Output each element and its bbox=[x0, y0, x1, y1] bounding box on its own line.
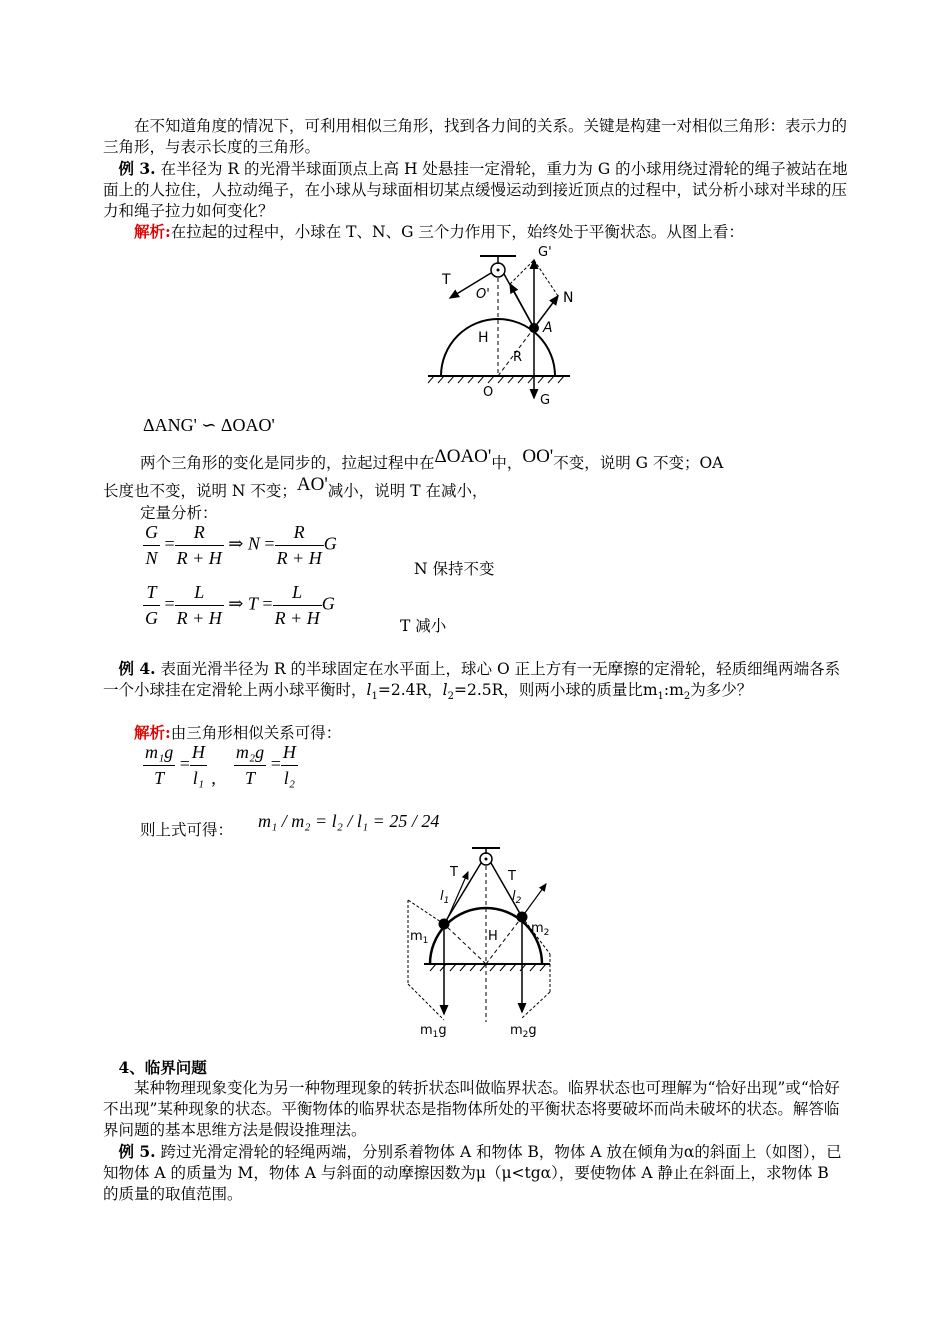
then-label: 则上式可得： bbox=[140, 821, 234, 839]
segment-AO: AO' bbox=[296, 474, 328, 495]
fig2-label-l1: $l_1$ bbox=[440, 889, 450, 906]
sync-text-2: 中， bbox=[491, 454, 523, 472]
fig2-label-T-left: T bbox=[450, 865, 458, 880]
example-4-paragraph: 例 4. 表面光滑半径为 R 的半球固定在水平面上，球心 O 正上方有一无摩擦的定滑轮，轻质细绳两端各系一个小球挂在定滑轮上两小球平衡时，$l_1=2.4R$，$l_2=2.5R$，则两小球的质量比$m_1:m_2$为多少？ bbox=[103, 659, 841, 703]
figure-hemisphere-pulley bbox=[418, 240, 578, 408]
example-4-label: 例 4. bbox=[118, 659, 156, 678]
sync-line-1 bbox=[140, 446, 724, 474]
fig2-label-m2g: $m_2g$ bbox=[510, 1023, 537, 1040]
quant-label: 定量分析： bbox=[140, 504, 218, 522]
figure-two-balls bbox=[400, 842, 560, 1040]
sync-text-1: 两个三角形的变化是同步的，拉起过程中在 bbox=[140, 454, 435, 472]
example-3-label: 例 3. bbox=[118, 159, 156, 178]
fig2-label-m1g: $m_1g$ bbox=[420, 1023, 447, 1040]
fig2-label-H: H bbox=[488, 929, 498, 944]
example-3-text: 在半径为 R 的光滑半球面顶点上高 H 处悬挂一定滑轮，重力为 G 的小球用绕过滑轮的绳子被站在地面上的人拉住，人拉动绳子，在小球从与球面相切某点缓慢运动到接近顶点的过程中，试分析小球对半球的压力和绳子拉力如何变化？ bbox=[103, 160, 848, 220]
analysis-4-text: 由三角形相似关系可得： bbox=[170, 724, 342, 742]
fig2-label-m1: $m_1$ bbox=[410, 929, 429, 946]
sync-text-4: 长度也不变，说明 N 不变； bbox=[103, 482, 297, 500]
example-5-text: 跨过光滑定滑轮的轻绳两端，分别系着物体 A 和物体 B，物体 A 放在倾角为α的斜面上（如图），已知物体 A 的质量为 M，物体 A 与斜面的动摩擦因数为μ（μ<tgα），要使物体 A 静止在斜面上，求物体 B 的质量的取值范围。 bbox=[103, 1143, 842, 1203]
sync-line-2 bbox=[103, 474, 488, 502]
fig1-label-H: H bbox=[478, 330, 489, 346]
fig1-label-Oprime: O' bbox=[476, 287, 490, 302]
fig2-label-T-right: T bbox=[508, 869, 516, 884]
fig2-label-l2: $l_2$ bbox=[512, 889, 522, 906]
equation-1-note: N 保持不变 bbox=[414, 560, 495, 578]
fig1-label-A: A bbox=[543, 320, 553, 336]
example-5-label: 例 5. bbox=[118, 1142, 156, 1161]
segment-OO: OO' bbox=[522, 446, 554, 467]
equation-2: $\frac{T}{G}$ = $\frac{L}{R + H}$ ⇒ T = $\frac{L}{R + H}$ G bbox=[145, 582, 335, 628]
section-4-title: 4、临界问题 bbox=[118, 1058, 207, 1077]
fig1-label-T: T bbox=[442, 272, 451, 288]
section-4-paragraph: 某种物理现象变化为另一种物理现象的转折状态叫做临界状态。临界状态也可理解为“恰好出现”或“恰好不出现”某种现象的状态。平衡物体的临界状态是指物体所处的平衡状态将要破坏而尚未破坏的状态。解答临界问题的基本思维方法是假设推理法。 bbox=[103, 1079, 840, 1139]
fig1-label-Gprime: G' bbox=[538, 245, 552, 260]
equation-1: $\frac{G}{N}$ = $\frac{R}{R + H}$ ⇒ N = $\frac{R}{R + H}$ G bbox=[145, 522, 337, 568]
fig2-label-m2: $m_2$ bbox=[531, 921, 550, 938]
intro-paragraph: 在不知道角度的情况下，可利用相似三角形，找到各力间的关系。关键是构建一对相似三角形：表示力的三角形，与表示长度的三角形。 bbox=[103, 117, 848, 156]
equation-4: m₁ / m₂ = l₂ / l₁ = 25 / 24 bbox=[258, 811, 440, 831]
analysis-3-label: 解析: bbox=[134, 222, 171, 241]
sync-text-3: 不变，说明 G 不变；OA bbox=[553, 454, 724, 472]
analysis-4-paragraph bbox=[103, 722, 848, 744]
fig1-label-O: O bbox=[483, 385, 494, 400]
equation-2-note: T 减小 bbox=[400, 617, 447, 635]
fig1-label-N: N bbox=[563, 290, 574, 306]
example-5-paragraph bbox=[103, 1141, 848, 1205]
equation-3: $\frac{\text{m₁g}}{T}$ = $\frac{H}{\text{l₁}}$ , $\frac{\text{m₂g}}{T}$ = $\frac{H}{\text{l₂}}$ bbox=[145, 742, 296, 788]
similar-triangles: ΔANG' ∽ ΔOAO' bbox=[143, 415, 275, 435]
sync-text-5: 减小，说明 T 在减小， bbox=[327, 482, 488, 500]
example-4-text: 表面光滑半径为 R 的半球固定在水平面上，球心 O 正上方有一无摩擦的定滑轮，轻质细绳两端各系一个小球挂在定滑轮上两小球平衡时， bbox=[103, 660, 841, 699]
fig1-label-R: R bbox=[513, 350, 523, 365]
triangle-OAO: ΔOAO' bbox=[434, 446, 492, 467]
example-3-paragraph bbox=[103, 158, 848, 222]
analysis-4-label: 解析: bbox=[134, 723, 171, 742]
analysis-3-text: 在拉起的过程中，小球在 T、N、G 三个力作用下，始终处于平衡状态。从图上看： bbox=[170, 223, 744, 241]
fig1-label-G: G bbox=[540, 393, 551, 408]
